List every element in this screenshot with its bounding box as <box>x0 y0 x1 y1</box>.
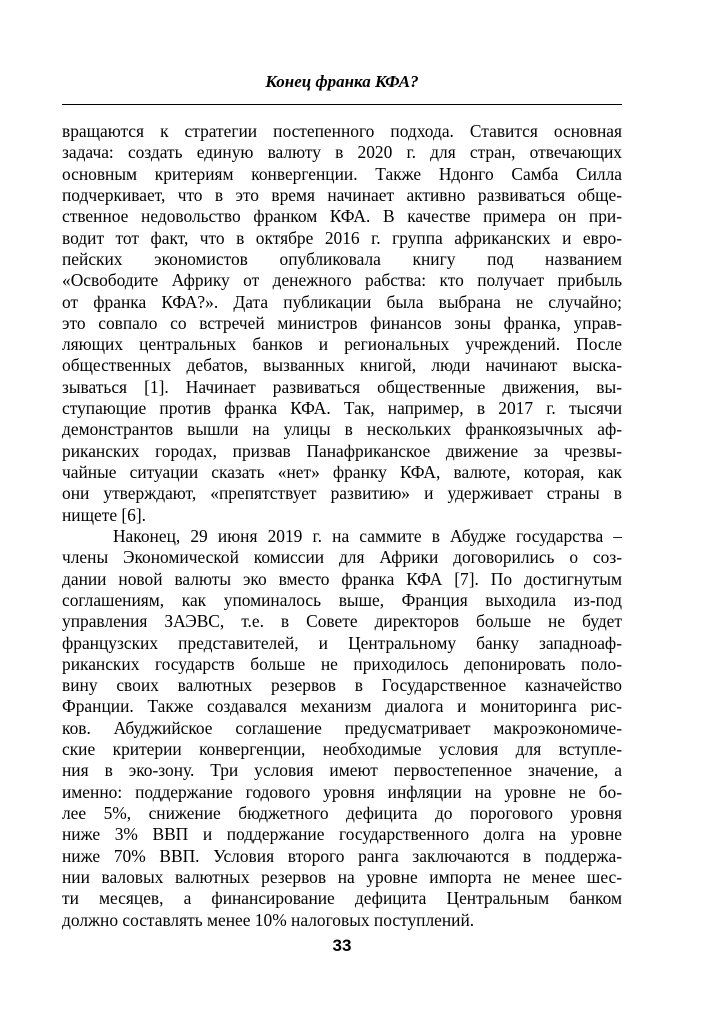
text-line: ти месяцев, а финансирование дефицита Центральным банком <box>62 888 622 909</box>
text-line: ственное недовольство франком КФА. В качестве примера он при- <box>62 206 622 227</box>
text-line: лее 5%, снижение бюджетного дефицита до порогового уровня <box>62 803 622 823</box>
running-header: Конец франка КФА? <box>265 72 419 91</box>
text-line: нищете [6]. <box>62 504 147 525</box>
text-line: соглашениям, как упоминалось выше, Франция выходила из-под <box>62 589 622 610</box>
text-line: они утверждают, «препятствует развитию» и удерживает страны в <box>62 483 622 504</box>
body-text <box>62 121 622 931</box>
text-line: основным критериям конвергенции. Также Ндонго Самба Силла <box>62 163 622 184</box>
text-line: чайные ситуации сказать «нет» франку КФА, валюте, которая, как <box>62 462 622 482</box>
text-line: задача: создать единую валюту в 2020 г. для стран, отвечающих <box>62 142 622 163</box>
paragraph-1 <box>62 121 622 526</box>
paragraph-2 <box>62 526 622 931</box>
text-line: вращаются к стратегии постепенного подхода. Ставится основная <box>62 121 622 141</box>
text-line: от франка КФА?». Дата публикации была выбрана не случайно; <box>62 291 622 312</box>
text-line: ниже 70% ВВП. Условия второго ранга заключаются в поддержа- <box>62 845 622 866</box>
text-line: должно составлять менее 10% налоговых поступлений. <box>62 909 475 930</box>
text-line: нии валовых валютных резервов на уровне импорта не менее шес- <box>62 866 622 887</box>
text-line: французских представителей, и Центральному банку западноаф- <box>62 632 622 653</box>
text-line: Франции. Также создавался механизм диалога и мониторинга рис- <box>62 696 622 717</box>
text-line: Наконец, 29 июня 2019 г. на саммите в Абудже государства – <box>113 525 622 546</box>
text-line: вину своих валютных резервов в Государственное казначейство <box>62 675 622 696</box>
text-line: дании новой валюты эко вместо франка КФА [7]. По достигнутым <box>62 568 622 589</box>
text-line: пейских экономистов опубликовала книгу под названием <box>62 248 622 269</box>
text-line: ляющих центральных банков и региональных учреждений. После <box>62 334 622 355</box>
text-line: зываться [1]. Начинает развиваться общественные движения, вы- <box>62 376 622 397</box>
page-number: 33 <box>332 936 352 955</box>
text-line: ков. Абуджийское соглашение предусматривает макроэкономиче- <box>62 717 622 738</box>
text-line: демонстрантов вышли на улицы в нескольких франкоязычных аф- <box>62 419 622 440</box>
text-line: управления ЗАЭВС, т.е. в Совете директоров больше не будет <box>62 611 622 632</box>
text-line: ступающие против франка КФА. Так, например, в 2017 г. тысячи <box>62 398 622 419</box>
header-rule <box>62 104 622 105</box>
text-line: это совпало со встречей министров финансов зоны франка, управ- <box>62 312 622 333</box>
text-line: подчеркивает, что в это время начинает активно развиваться обще- <box>62 184 622 205</box>
text-line: «Освободите Африку от денежного рабства: кто получает прибыль <box>62 270 622 291</box>
text-line: ния в эко-зону. Три условия имеют первостепенное значение, а <box>62 760 622 781</box>
text-line: ниже 3% ВВП и поддержание государственного долга на уровне <box>62 824 622 845</box>
text-line: именно: поддержание годового уровня инфляции на уровне не бо- <box>62 781 622 802</box>
text-line: риканских государств больше не приходилось депонировать поло- <box>62 653 622 674</box>
text-line: водит тот факт, что в октябре 2016 г. группа африканских и евро- <box>62 227 622 248</box>
text-line: общественных дебатов, вызванных книгой, люди начинают выска- <box>62 355 622 376</box>
text-line: члены Экономической комиссии для Африки договорились о соз- <box>62 547 622 568</box>
text-line: риканских городах, призвав Панафриканское движение за чрезвы- <box>62 440 622 461</box>
text-line: ские критерии конвергенции, необходимые условия для вступле- <box>62 739 622 760</box>
